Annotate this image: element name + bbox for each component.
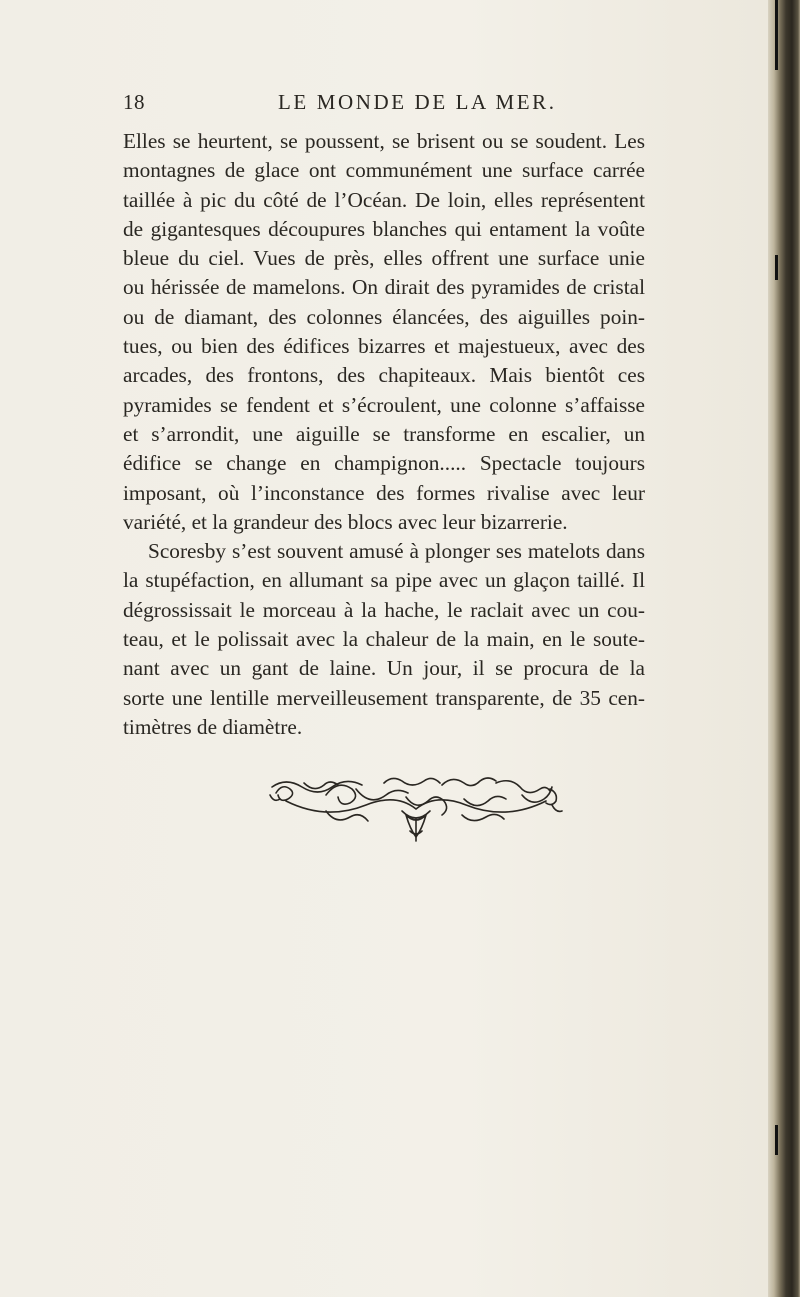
text-line: tues, ou bien des édifices bizarres et majestueux, avec des [123, 334, 645, 359]
text-line: la stupéfaction, en allumant sa pipe avec un glaçon taillé. Il [123, 568, 645, 593]
text-line: teau, et le polissait avec la chaleur de la main, en le soute- [123, 627, 645, 652]
text-line: et s’arrondit, une aiguille se transforme en escalier, un [123, 421, 645, 446]
edge-shadow-mark [775, 1125, 778, 1155]
text-line: édifice se change en champignon..... Spectacle toujours [123, 451, 645, 476]
scroll-vignette-icon [266, 775, 566, 845]
text-line: de gigantesques découpures blanches qui entament la voûte [123, 216, 645, 241]
edge-shadow-mark [775, 255, 778, 280]
paragraph-first-line: Scoresby s’est souvent amusé à plonger ses matelots dans [148, 539, 645, 564]
text-line: dégrossissait le morceau à la hache, le raclait avec un cou- [123, 597, 645, 622]
text-line: arcades, des frontons, des chapiteaux. Mais bientôt ces [123, 363, 645, 388]
text-line: bleue du ciel. Vues de près, elles offrent une surface unie [123, 246, 645, 271]
text-line: nant avec un gant de laine. Un jour, il se procura de la [123, 656, 645, 681]
text-line: Elles se heurtent, se poussent, se brisent ou se soudent. Les [123, 129, 645, 153]
text-line: montagnes de glace ont communément une surface carrée [123, 158, 645, 183]
page-number: 18 [123, 90, 145, 114]
running-head [0, 90, 800, 118]
text-line: timètres de diamètre. [123, 714, 303, 739]
text-line: imposant, où l’inconstance des formes rivalise avec leur [123, 480, 645, 505]
text-line: pyramides se fendent et s’écroulent, une colonne s’affaisse [123, 392, 645, 417]
text-line: sorte une lentille merveilleusement transparente, de 35 cen- [123, 685, 645, 710]
text-line: ou hérissée de mamelons. On dirait des pyramides de cristal [123, 275, 645, 300]
text-line: ou de diamant, des colonnes élancées, des aiguilles poin- [123, 304, 645, 329]
body-text [123, 127, 645, 742]
text-line: variété, et la grandeur des blocs avec leur bizarrerie. [123, 509, 568, 534]
running-title: LE MONDE DE LA MER. [278, 90, 557, 114]
edge-shadow-mark [775, 0, 778, 70]
page-edge-binding [768, 0, 800, 1297]
text-line: taillée à pic du côté de l’Océan. De loin, elles représentent [123, 187, 645, 212]
